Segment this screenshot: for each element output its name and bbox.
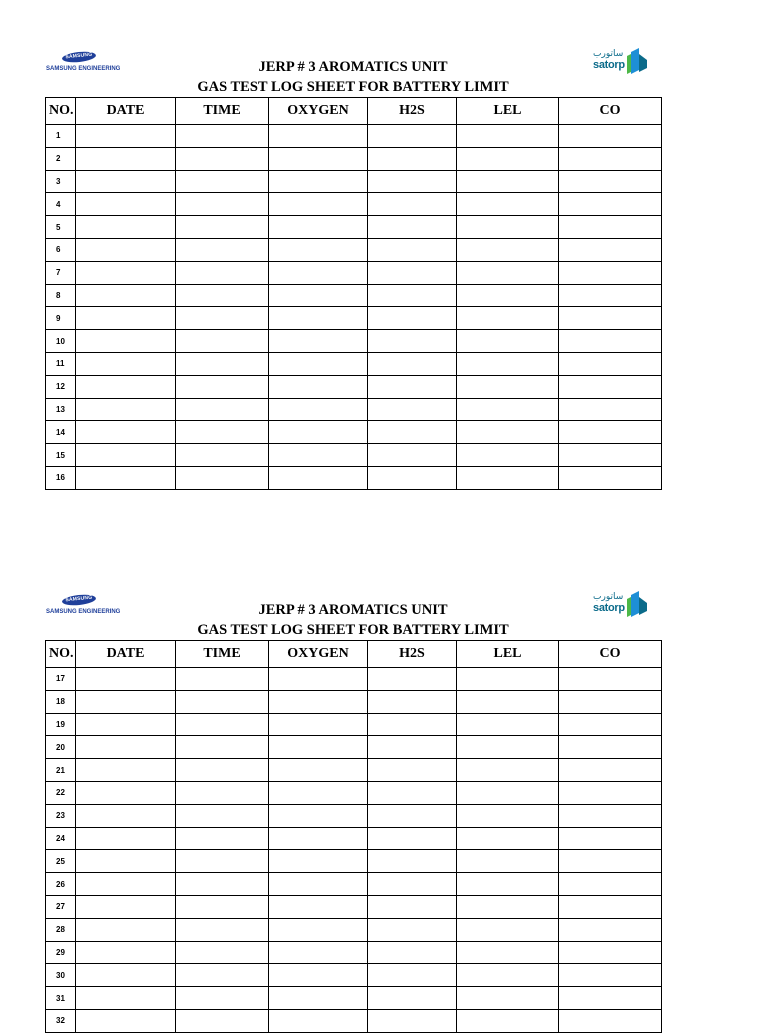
header-time: TIME bbox=[176, 641, 269, 668]
row-number: 4 bbox=[46, 193, 76, 216]
oxygen-cell[interactable] bbox=[269, 284, 368, 307]
oxygen-cell[interactable] bbox=[269, 170, 368, 193]
lel-cell[interactable] bbox=[457, 918, 559, 941]
header-date: DATE bbox=[76, 641, 176, 668]
date-cell[interactable] bbox=[76, 690, 176, 713]
oxygen-cell[interactable] bbox=[269, 1009, 368, 1032]
co-cell[interactable] bbox=[559, 895, 662, 918]
lel-cell[interactable] bbox=[457, 987, 559, 1010]
oxygen-cell[interactable] bbox=[269, 941, 368, 964]
h2s-cell[interactable] bbox=[368, 850, 457, 873]
time-cell[interactable] bbox=[176, 330, 269, 353]
date-cell[interactable] bbox=[76, 307, 176, 330]
date-cell[interactable] bbox=[76, 964, 176, 987]
co-cell[interactable] bbox=[559, 964, 662, 987]
row-number: 24 bbox=[46, 827, 76, 850]
table-header-row bbox=[46, 641, 662, 668]
time-cell[interactable] bbox=[176, 147, 269, 170]
lel-cell[interactable] bbox=[457, 330, 559, 353]
co-cell[interactable] bbox=[559, 918, 662, 941]
table-row bbox=[46, 330, 662, 353]
oxygen-cell[interactable] bbox=[269, 759, 368, 782]
time-cell[interactable] bbox=[176, 668, 269, 691]
co-cell[interactable] bbox=[559, 987, 662, 1010]
header-time: TIME bbox=[176, 98, 269, 125]
h2s-cell[interactable] bbox=[368, 827, 457, 850]
sheet-title-unit: JERP # 3 AROMATICS UNIT bbox=[258, 602, 448, 618]
lel-cell[interactable] bbox=[457, 895, 559, 918]
oxygen-cell[interactable] bbox=[269, 307, 368, 330]
time-cell[interactable] bbox=[176, 466, 269, 489]
date-cell[interactable] bbox=[76, 804, 176, 827]
table-row bbox=[46, 216, 662, 239]
co-cell[interactable] bbox=[559, 466, 662, 489]
time-cell[interactable] bbox=[176, 125, 269, 148]
table-row bbox=[46, 827, 662, 850]
table-row bbox=[46, 125, 662, 148]
lel-cell[interactable] bbox=[457, 444, 559, 467]
lel-cell[interactable] bbox=[457, 421, 559, 444]
table-row bbox=[46, 193, 662, 216]
table-row bbox=[46, 1009, 662, 1032]
header-no: NO. bbox=[46, 98, 76, 125]
time-cell[interactable] bbox=[176, 352, 269, 375]
lel-cell[interactable] bbox=[457, 736, 559, 759]
table-row bbox=[46, 804, 662, 827]
date-cell[interactable] bbox=[76, 398, 176, 421]
row-number: 7 bbox=[46, 261, 76, 284]
co-cell[interactable] bbox=[559, 850, 662, 873]
co-cell[interactable] bbox=[559, 444, 662, 467]
h2s-cell[interactable] bbox=[368, 918, 457, 941]
table-row bbox=[46, 895, 662, 918]
oxygen-cell[interactable] bbox=[269, 736, 368, 759]
co-cell[interactable] bbox=[559, 941, 662, 964]
date-cell[interactable] bbox=[76, 736, 176, 759]
time-cell[interactable] bbox=[176, 873, 269, 896]
time-cell[interactable] bbox=[176, 827, 269, 850]
lel-cell[interactable] bbox=[457, 759, 559, 782]
header-oxygen: OXYGEN bbox=[269, 98, 368, 125]
h2s-cell[interactable] bbox=[368, 804, 457, 827]
satorp-text: satorp bbox=[593, 602, 625, 614]
lel-cell[interactable] bbox=[457, 147, 559, 170]
row-number: 26 bbox=[46, 873, 76, 896]
co-cell[interactable] bbox=[559, 170, 662, 193]
co-cell[interactable] bbox=[559, 307, 662, 330]
table-row bbox=[46, 781, 662, 804]
row-number: 16 bbox=[46, 466, 76, 489]
header-co: CO bbox=[559, 98, 662, 125]
table-row bbox=[46, 466, 662, 489]
co-cell[interactable] bbox=[559, 352, 662, 375]
lel-cell[interactable] bbox=[457, 352, 559, 375]
oxygen-cell[interactable] bbox=[269, 125, 368, 148]
oxygen-cell[interactable] bbox=[269, 987, 368, 1010]
lel-cell[interactable] bbox=[457, 690, 559, 713]
sheet-title-log: GAS TEST LOG SHEET FOR BATTERY LIMIT bbox=[197, 79, 509, 95]
time-cell[interactable] bbox=[176, 964, 269, 987]
co-cell[interactable] bbox=[559, 736, 662, 759]
date-cell[interactable] bbox=[76, 444, 176, 467]
row-number: 12 bbox=[46, 375, 76, 398]
date-cell[interactable] bbox=[76, 216, 176, 239]
row-number: 32 bbox=[46, 1009, 76, 1032]
header-h2s: H2S bbox=[368, 98, 457, 125]
h2s-cell[interactable] bbox=[368, 398, 457, 421]
co-cell[interactable] bbox=[559, 804, 662, 827]
table-row bbox=[46, 690, 662, 713]
table-row bbox=[46, 261, 662, 284]
time-cell[interactable] bbox=[176, 170, 269, 193]
h2s-cell[interactable] bbox=[368, 713, 457, 736]
time-cell[interactable] bbox=[176, 690, 269, 713]
header-no: NO. bbox=[46, 641, 76, 668]
co-cell[interactable] bbox=[559, 330, 662, 353]
co-cell[interactable] bbox=[559, 375, 662, 398]
row-number: 20 bbox=[46, 736, 76, 759]
time-cell[interactable] bbox=[176, 261, 269, 284]
oxygen-cell[interactable] bbox=[269, 827, 368, 850]
lel-cell[interactable] bbox=[457, 238, 559, 261]
date-cell[interactable] bbox=[76, 125, 176, 148]
samsung-mark: SAMSUNG bbox=[62, 50, 97, 63]
table-row bbox=[46, 964, 662, 987]
oxygen-cell[interactable] bbox=[269, 421, 368, 444]
time-cell[interactable] bbox=[176, 1009, 269, 1032]
table-header-row bbox=[46, 98, 662, 125]
h2s-cell[interactable] bbox=[368, 170, 457, 193]
table-row bbox=[46, 850, 662, 873]
lel-cell[interactable] bbox=[457, 941, 559, 964]
lel-cell[interactable] bbox=[457, 827, 559, 850]
table-row bbox=[46, 375, 662, 398]
time-cell[interactable] bbox=[176, 736, 269, 759]
lel-cell[interactable] bbox=[457, 193, 559, 216]
co-cell[interactable] bbox=[559, 238, 662, 261]
time-cell[interactable] bbox=[176, 918, 269, 941]
time-cell[interactable] bbox=[176, 284, 269, 307]
date-cell[interactable] bbox=[76, 375, 176, 398]
oxygen-cell[interactable] bbox=[269, 193, 368, 216]
lel-cell[interactable] bbox=[457, 466, 559, 489]
time-cell[interactable] bbox=[176, 375, 269, 398]
h2s-cell[interactable] bbox=[368, 261, 457, 284]
oxygen-cell[interactable] bbox=[269, 873, 368, 896]
date-cell[interactable] bbox=[76, 895, 176, 918]
gas-test-log-table bbox=[45, 97, 662, 490]
row-number: 13 bbox=[46, 398, 76, 421]
h2s-cell[interactable] bbox=[368, 941, 457, 964]
h2s-cell[interactable] bbox=[368, 964, 457, 987]
co-cell[interactable] bbox=[559, 759, 662, 782]
row-number: 2 bbox=[46, 147, 76, 170]
oxygen-cell[interactable] bbox=[269, 238, 368, 261]
row-number: 9 bbox=[46, 307, 76, 330]
co-cell[interactable] bbox=[559, 1009, 662, 1032]
table-row bbox=[46, 941, 662, 964]
date-cell[interactable] bbox=[76, 147, 176, 170]
date-cell[interactable] bbox=[76, 238, 176, 261]
oxygen-cell[interactable] bbox=[269, 804, 368, 827]
time-cell[interactable] bbox=[176, 781, 269, 804]
row-number: 18 bbox=[46, 690, 76, 713]
date-cell[interactable] bbox=[76, 713, 176, 736]
table-row bbox=[46, 713, 662, 736]
oxygen-cell[interactable] bbox=[269, 216, 368, 239]
lel-cell[interactable] bbox=[457, 307, 559, 330]
oxygen-cell[interactable] bbox=[269, 964, 368, 987]
h2s-cell[interactable] bbox=[368, 284, 457, 307]
table-row bbox=[46, 421, 662, 444]
table-row bbox=[46, 284, 662, 307]
lel-cell[interactable] bbox=[457, 170, 559, 193]
h2s-cell[interactable] bbox=[368, 238, 457, 261]
log-rows bbox=[46, 125, 662, 490]
satorp-text: satorp bbox=[593, 59, 625, 71]
lel-cell[interactable] bbox=[457, 125, 559, 148]
row-number: 28 bbox=[46, 918, 76, 941]
oxygen-cell[interactable] bbox=[269, 147, 368, 170]
h2s-cell[interactable] bbox=[368, 193, 457, 216]
time-cell[interactable] bbox=[176, 216, 269, 239]
date-cell[interactable] bbox=[76, 987, 176, 1010]
time-cell[interactable] bbox=[176, 713, 269, 736]
gas-test-log-table bbox=[45, 640, 662, 1033]
h2s-cell[interactable] bbox=[368, 873, 457, 896]
co-cell[interactable] bbox=[559, 873, 662, 896]
row-number: 25 bbox=[46, 850, 76, 873]
h2s-cell[interactable] bbox=[368, 421, 457, 444]
header-date: DATE bbox=[76, 98, 176, 125]
table-row bbox=[46, 238, 662, 261]
date-cell[interactable] bbox=[76, 873, 176, 896]
h2s-cell[interactable] bbox=[368, 147, 457, 170]
h2s-cell[interactable] bbox=[368, 307, 457, 330]
time-cell[interactable] bbox=[176, 444, 269, 467]
co-cell[interactable] bbox=[559, 193, 662, 216]
table-row bbox=[46, 987, 662, 1010]
row-number: 29 bbox=[46, 941, 76, 964]
row-number: 8 bbox=[46, 284, 76, 307]
date-cell[interactable] bbox=[76, 827, 176, 850]
oxygen-cell[interactable] bbox=[269, 466, 368, 489]
log-rows bbox=[46, 668, 662, 1033]
table-row bbox=[46, 736, 662, 759]
samsung-engineering-text: SAMSUNG ENGINEERING bbox=[46, 66, 121, 72]
time-cell[interactable] bbox=[176, 307, 269, 330]
lel-cell[interactable] bbox=[457, 398, 559, 421]
date-cell[interactable] bbox=[76, 352, 176, 375]
h2s-cell[interactable] bbox=[368, 216, 457, 239]
lel-cell[interactable] bbox=[457, 261, 559, 284]
time-cell[interactable] bbox=[176, 850, 269, 873]
h2s-cell[interactable] bbox=[368, 668, 457, 691]
h2s-cell[interactable] bbox=[368, 125, 457, 148]
h2s-cell[interactable] bbox=[368, 352, 457, 375]
date-cell[interactable] bbox=[76, 918, 176, 941]
date-cell[interactable] bbox=[76, 466, 176, 489]
row-number: 31 bbox=[46, 987, 76, 1010]
time-cell[interactable] bbox=[176, 987, 269, 1010]
table-row bbox=[46, 398, 662, 421]
co-cell[interactable] bbox=[559, 398, 662, 421]
row-number: 10 bbox=[46, 330, 76, 353]
table-row bbox=[46, 759, 662, 782]
header-co: CO bbox=[559, 641, 662, 668]
co-cell[interactable] bbox=[559, 261, 662, 284]
date-cell[interactable] bbox=[76, 170, 176, 193]
time-cell[interactable] bbox=[176, 759, 269, 782]
lel-cell[interactable] bbox=[457, 781, 559, 804]
co-cell[interactable] bbox=[559, 827, 662, 850]
oxygen-cell[interactable] bbox=[269, 352, 368, 375]
row-number: 22 bbox=[46, 781, 76, 804]
header-lel: LEL bbox=[457, 641, 559, 668]
row-number: 17 bbox=[46, 668, 76, 691]
lel-cell[interactable] bbox=[457, 850, 559, 873]
h2s-cell[interactable] bbox=[368, 1009, 457, 1032]
h2s-cell[interactable] bbox=[368, 466, 457, 489]
lel-cell[interactable] bbox=[457, 216, 559, 239]
h2s-cell[interactable] bbox=[368, 444, 457, 467]
lel-cell[interactable] bbox=[457, 804, 559, 827]
row-number: 11 bbox=[46, 352, 76, 375]
lel-cell[interactable] bbox=[457, 1009, 559, 1032]
co-cell[interactable] bbox=[559, 125, 662, 148]
lel-cell[interactable] bbox=[457, 375, 559, 398]
oxygen-cell[interactable] bbox=[269, 850, 368, 873]
date-cell[interactable] bbox=[76, 284, 176, 307]
row-number: 14 bbox=[46, 421, 76, 444]
date-cell[interactable] bbox=[76, 1009, 176, 1032]
time-cell[interactable] bbox=[176, 421, 269, 444]
time-cell[interactable] bbox=[176, 804, 269, 827]
oxygen-cell[interactable] bbox=[269, 918, 368, 941]
oxygen-cell[interactable] bbox=[269, 668, 368, 691]
row-number: 3 bbox=[46, 170, 76, 193]
row-number: 5 bbox=[46, 216, 76, 239]
h2s-cell[interactable] bbox=[368, 759, 457, 782]
date-cell[interactable] bbox=[76, 759, 176, 782]
oxygen-cell[interactable] bbox=[269, 690, 368, 713]
table-row bbox=[46, 307, 662, 330]
table-row bbox=[46, 352, 662, 375]
row-number: 15 bbox=[46, 444, 76, 467]
time-cell[interactable] bbox=[176, 895, 269, 918]
co-cell[interactable] bbox=[559, 284, 662, 307]
date-cell[interactable] bbox=[76, 781, 176, 804]
co-cell[interactable] bbox=[559, 713, 662, 736]
row-number: 19 bbox=[46, 713, 76, 736]
row-number: 1 bbox=[46, 125, 76, 148]
co-cell[interactable] bbox=[559, 668, 662, 691]
date-cell[interactable] bbox=[76, 941, 176, 964]
samsung-mark: SAMSUNG bbox=[62, 593, 97, 606]
co-cell[interactable] bbox=[559, 147, 662, 170]
lel-cell[interactable] bbox=[457, 873, 559, 896]
time-cell[interactable] bbox=[176, 238, 269, 261]
co-cell[interactable] bbox=[559, 690, 662, 713]
oxygen-cell[interactable] bbox=[269, 375, 368, 398]
oxygen-cell[interactable] bbox=[269, 330, 368, 353]
table-row bbox=[46, 170, 662, 193]
date-cell[interactable] bbox=[76, 421, 176, 444]
row-number: 27 bbox=[46, 895, 76, 918]
row-number: 30 bbox=[46, 964, 76, 987]
table-row bbox=[46, 147, 662, 170]
oxygen-cell[interactable] bbox=[269, 444, 368, 467]
lel-cell[interactable] bbox=[457, 713, 559, 736]
time-cell[interactable] bbox=[176, 398, 269, 421]
oxygen-cell[interactable] bbox=[269, 713, 368, 736]
h2s-cell[interactable] bbox=[368, 781, 457, 804]
row-number: 21 bbox=[46, 759, 76, 782]
oxygen-cell[interactable] bbox=[269, 261, 368, 284]
lel-cell[interactable] bbox=[457, 964, 559, 987]
lel-cell[interactable] bbox=[457, 668, 559, 691]
header-oxygen: OXYGEN bbox=[269, 641, 368, 668]
h2s-cell[interactable] bbox=[368, 736, 457, 759]
row-number: 23 bbox=[46, 804, 76, 827]
lel-cell[interactable] bbox=[457, 284, 559, 307]
date-cell[interactable] bbox=[76, 668, 176, 691]
h2s-cell[interactable] bbox=[368, 895, 457, 918]
header-h2s: H2S bbox=[368, 641, 457, 668]
co-cell[interactable] bbox=[559, 421, 662, 444]
header-lel: LEL bbox=[457, 98, 559, 125]
time-cell[interactable] bbox=[176, 941, 269, 964]
time-cell[interactable] bbox=[176, 193, 269, 216]
satorp-arabic-text: ساتورب bbox=[593, 592, 624, 602]
table-row bbox=[46, 873, 662, 896]
h2s-cell[interactable] bbox=[368, 330, 457, 353]
oxygen-cell[interactable] bbox=[269, 398, 368, 421]
satorp-arabic-text: ساتورب bbox=[593, 49, 624, 59]
row-number: 6 bbox=[46, 238, 76, 261]
date-cell[interactable] bbox=[76, 850, 176, 873]
sheet-title-log: GAS TEST LOG SHEET FOR BATTERY LIMIT bbox=[197, 622, 509, 638]
date-cell[interactable] bbox=[76, 330, 176, 353]
samsung-engineering-text: SAMSUNG ENGINEERING bbox=[46, 609, 121, 615]
table-row bbox=[46, 444, 662, 467]
h2s-cell[interactable] bbox=[368, 690, 457, 713]
date-cell[interactable] bbox=[76, 193, 176, 216]
co-cell[interactable] bbox=[559, 781, 662, 804]
date-cell[interactable] bbox=[76, 261, 176, 284]
sheet-title-unit: JERP # 3 AROMATICS UNIT bbox=[258, 59, 448, 75]
h2s-cell[interactable] bbox=[368, 375, 457, 398]
oxygen-cell[interactable] bbox=[269, 895, 368, 918]
oxygen-cell[interactable] bbox=[269, 781, 368, 804]
table-row bbox=[46, 668, 662, 691]
co-cell[interactable] bbox=[559, 216, 662, 239]
h2s-cell[interactable] bbox=[368, 987, 457, 1010]
table-row bbox=[46, 918, 662, 941]
